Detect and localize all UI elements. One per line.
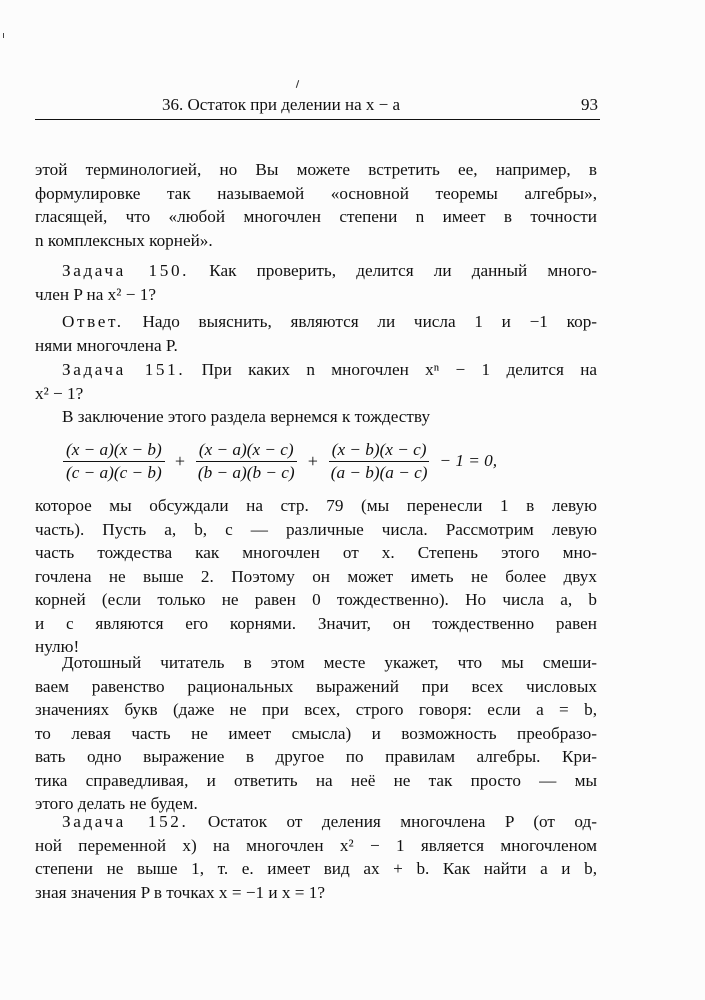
paragraph-proof bbox=[35, 494, 597, 659]
text-line: этого делать не будем. bbox=[35, 794, 198, 813]
text-line: то левая часть не имеет смысла) и возможность преобразо- bbox=[35, 723, 597, 743]
text-line: которое мы обсуждали на стр. 79 (мы перенесли 1 в левую bbox=[35, 496, 597, 515]
text-line: тика справедливая, и ответить на неё не так просто — мы bbox=[35, 770, 597, 790]
text-line: ной переменной x) на многочлен x² − 1 является многочленом bbox=[35, 835, 597, 855]
text-line bbox=[35, 810, 597, 834]
text-line: корней (если только не равен 0 тождественно). Но числа a, b bbox=[35, 590, 597, 609]
text-line bbox=[35, 310, 597, 334]
answer-150 bbox=[35, 310, 597, 357]
text-line: x² − 1? bbox=[35, 383, 84, 403]
task-text: Остаток от деления многочлена P (от од- bbox=[207, 812, 597, 831]
running-header bbox=[35, 95, 600, 120]
text-line: зная значения P в точках x = −1 и x = 1? bbox=[35, 882, 325, 902]
scan-mark bbox=[3, 33, 4, 38]
paragraph-remark bbox=[35, 651, 597, 816]
formula-tail: − 1 = 0, bbox=[439, 451, 498, 470]
denominator: (a − b)(a − c) bbox=[330, 462, 428, 482]
paragraph-terminology bbox=[35, 158, 597, 252]
fraction bbox=[328, 440, 431, 483]
task-text: При каких n многочлен xⁿ − 1 делится на bbox=[201, 360, 598, 379]
task-label: Задача 152. bbox=[62, 812, 189, 831]
numerator: (x − a)(x − b) bbox=[63, 440, 165, 462]
text-line: формулировке так называемой «основной теоремы алгебры», bbox=[35, 183, 597, 203]
text-line: и c являются его корнями. Значит, он тождественно равен bbox=[35, 613, 597, 633]
answer-label: Ответ. bbox=[62, 312, 124, 331]
text-line: часть тождества как многочлен от x. Степень этого мно- bbox=[35, 543, 597, 562]
text-line: n комплексных корней». bbox=[35, 230, 213, 250]
text-line: гочлена не выше 2. Поэтому он может иметь не более двух bbox=[35, 566, 597, 586]
answer-text: Надо выяснить, являются ли числа 1 и −1 кор- bbox=[142, 312, 598, 331]
fraction bbox=[63, 440, 165, 483]
fraction bbox=[195, 440, 298, 483]
task-152 bbox=[35, 810, 597, 904]
text-line bbox=[35, 259, 597, 283]
task-text: Как проверить, делится ли данный много- bbox=[209, 261, 598, 280]
plus-sign: + bbox=[173, 450, 186, 471]
text-line: этой терминологией, но Вы можете встретить ее, например, в bbox=[35, 160, 597, 179]
text-line: ваем равенство рациональных выражений при всех числовых bbox=[35, 676, 597, 696]
denominator: (b − a)(b − c) bbox=[197, 462, 295, 482]
text-line: значениях букв (даже не при всех, строго говоря: если a = b, bbox=[35, 700, 597, 719]
text-line: степени не выше 1, т. е. имеет вид ax + b. Как найти a и b, bbox=[35, 859, 597, 878]
text-line: В заключение этого раздела вернемся к тождеству bbox=[62, 407, 431, 426]
text-line: гласящей, что «любой многочлен степени n имеет в точности bbox=[35, 207, 597, 226]
task-151 bbox=[35, 358, 597, 405]
text-line bbox=[35, 358, 597, 382]
task-150 bbox=[35, 259, 597, 306]
identity-formula bbox=[60, 436, 497, 486]
task-label: Задача 150. bbox=[62, 261, 190, 280]
plus-sign: + bbox=[306, 450, 319, 471]
denominator: (c − a)(c − b) bbox=[66, 462, 162, 482]
section-title: 36. Остаток при делении на x − a bbox=[162, 95, 401, 114]
text-line: вать одно выражение в другое по правилам алгебры. Кри- bbox=[35, 747, 597, 766]
text-line: часть). Пусть a, b, c — различные числа. Рассмотрим левую bbox=[35, 519, 597, 539]
scan-mark bbox=[296, 80, 299, 88]
numerator: (x − b)(x − c) bbox=[329, 440, 430, 462]
task-label: Задача 151. bbox=[62, 360, 186, 379]
text-line: нулю! bbox=[35, 637, 80, 656]
identity-intro bbox=[35, 405, 597, 429]
text-line: нями многочлена P. bbox=[35, 335, 178, 355]
numerator: (x − a)(x − c) bbox=[196, 440, 297, 462]
text-line: Дотошный читатель в этом месте укажет, что мы смеши- bbox=[62, 653, 597, 672]
page-number: 93 bbox=[581, 95, 598, 114]
text-line: член P на x² − 1? bbox=[35, 284, 156, 304]
